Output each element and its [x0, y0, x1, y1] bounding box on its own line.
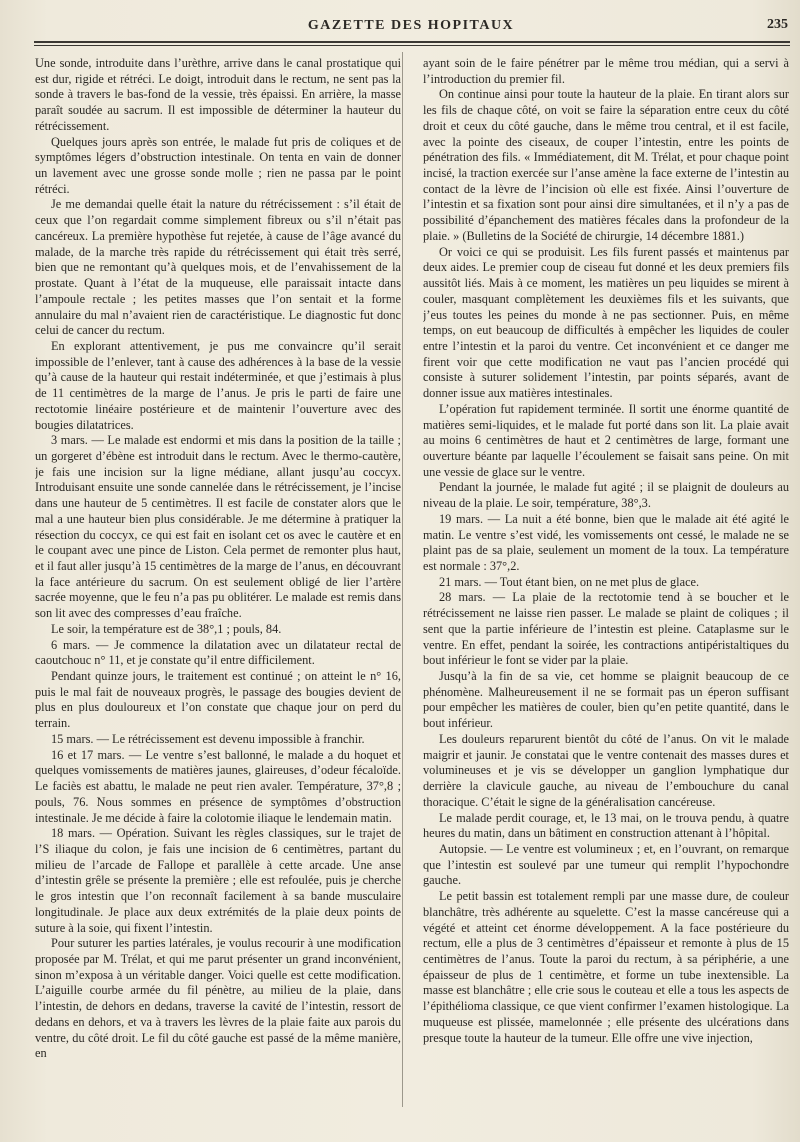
paragraph: Autopsie. — Le ventre est volumineux ; et, en l’ouvrant, on remarque que l’intestin est soulevé par une tumeur qui remplit l’hypochondre gauche.: [423, 841, 789, 888]
header-rule-thick: [34, 41, 790, 43]
right-column: [423, 56, 789, 1116]
page-header: [30, 16, 792, 38]
paragraph: Quelques jours après son entrée, le malade fut pris de coliques et de symptômes légers d’obstruction intestinale. On tenta en vain de donner un lavement avec une grosse sonde molle ; rien ne passa par le point rétréci.: [35, 134, 401, 196]
paragraph: L’opération fut rapidement terminée. Il sortit une énorme quantité de matières semi-liquides, et le malade fut porté dans son lit. La plaie avait au moins 6 centimètres de haut et 2 centimètres de large, formant une ouverture béante par laquelle l’écoulement se faisait sans peine. On mit une vessie de glace sur le ventre.: [423, 401, 789, 479]
paragraph: 3 mars. — Le malade est endormi et mis dans la position de la taille ; un gorgeret d’ébène est introduit dans le rectum. Avec le thermo-cautère, je fais une incision sur la ligne médiane, allant jusqu’au coccyx. Introduisant ensuite une sonde cannelée dans le rétrécissement, je l’incise dans une hauteur de 5 centimètres. Il est facile de constater alors que le mal a une hauteur bien plus considérable. Je me détermine à pratiquer la résection du coccyx, ce qui est fait en isolant cet os avec le cautère et en le coupant avec une pince de Liston. Cela permet de remonter plus haut, et il faut aller jusqu’à 15 centimètres de la marge de l’anus, en découvrant la face antérieure du sacrum. On est seulement obligé de lier l’artère sacrée moyenne, que le feu n’a pas pu oblitérer. Le malade est remis dans son lit avec des compresses d’eau fraîche.: [35, 433, 401, 621]
paragraph: 15 mars. — Le rétrécissement est devenu impossible à franchir.: [51, 731, 365, 746]
paragraph: Jusqu’à la fin de sa vie, cet homme se plaignit beaucoup de ce phénomène. Malheureusement il ne se formait pas un éperon suffisant pour empêcher les matières de couler, bien qu’en petite quantité, dans le bout inférieur.: [423, 669, 789, 731]
paragraph: On continue ainsi pour toute la hauteur de la plaie. En tirant alors sur les fils de chaque côté, on voit se faire la séparation entre ceux du côté droit et ceux du côté gauche, dans le même trou central, et il est facile, avec la pointe des ciseaux, de couper l’intestin, entre les points de pénétration des fils. « Immédiatement, dit M. Trélat, et pour chaque point incisé, la traction exercée sur l’anse amène la face externe de l’intestin au contact de la lèvre de l’incision où elle est fixée. Ainsi l’ouverture de l’intestin et sa fixation sont pour ainsi dire simultanées, et il n’y a pas de possibilité d’épanchement des matières fécales dans la profondeur de la plaie. » (Bulletins de la Société de chirurgie, 14 décembre 1881.): [423, 87, 789, 243]
paragraph: 21 mars. — Tout étant bien, on ne met plus de glace.: [439, 574, 700, 589]
paragraph: Le petit bassin est totalement rempli par une masse dure, de couleur blanchâtre, très adhérente au squelette. C’est la masse cancéreuse qui a végété et atteint cet énorme développement. A la face postérieure du rectum, elle a plus de 3 centimètres d’épaisseur et remonte à plus de 15 centimètres de l’anus. Toute la paroi du rectum, à sa périphérie, a une épaisseur de plus de 1 centimètre, et forme un tube inextensible. La masse est blanchâtre ; elle crie sous le couteau et elle a tous les aspects de l’épithélioma classique, ce que vient confirmer l’examen histologique. La muqueuse est plissée, mamelonnée ; elle présente des ulcérations dans presque toute la hauteur de la tumeur. Elle offre une vive injection,: [423, 889, 789, 1045]
paragraph: Le malade perdit courage, et, le 13 mai, on le trouva pendu, à quatre heures du matin, dans un bâtiment en construction attenant à l’hôpital.: [423, 810, 789, 841]
paragraph: 6 mars. — Je commence la dilatation avec un dilatateur rectal de caoutchouc n° 11, et je constate qu’il entre difficilement.: [35, 637, 401, 668]
paragraph: 19 mars. — La nuit a été bonne, bien que le malade ait été agité le matin. Le ventre s’est vidé, les vomissements ont cessé, le malade ne se plaint pas de sa plaie, seulement un moment de la toux. La température est normale : 37°,2.: [423, 511, 789, 573]
page-number: 235: [767, 17, 788, 32]
paragraph: Le soir, la température est de 38°,1 ; pouls, 84.: [51, 621, 282, 636]
column-divider: [402, 52, 403, 1107]
paragraph: Pour suturer les parties latérales, je voulus recourir à une modification proposée par M. Trélat, et qui me parut présenter un grand inconvénient, sinon m’exposa à un véritable danger. Voici quelle est cette modification. L’aiguille courbe armée du fil pénètre, au milieu de la plaie, dans l’intestin, de dehors en dedans, traverse la cavité de l’intestin, ressort de dedans en dehors, et va à travers les lèvres de la plaie faite aux parois du ventre, du côté droit. Le fil du côté gauche est passé de la même manière, en: [35, 936, 401, 1061]
paragraph: Je me demandai quelle était la nature du rétrécissement : s’il était de ceux que l’on regardait comme simplement fibreux ou s’il n’était pas cancéreux. La première hypothèse fut rejetée, à cause de l’âge avancé du malade, de la marche très rapide du rétrécissement qui était très serré, bien que ne remontant qu’à quelques mois, et de l’envahissement de la prostate. Quant à l’état de la muqueuse, elle paraissait intacte dans l’ampoule rectale ; les petites masses que l’on sentait et la forme annulaire du mal n’avaient rien de caractéristique. Le diagnostic fut donc celui de cancer du rectum.: [35, 197, 401, 338]
paragraph: 28 mars. — La plaie de la rectotomie tend à se boucher et le rétrécissement ne laisse rien passer. Le malade se plaint de coliques ; il sent que la partie inférieure de l’intestin est pleine. Cataplasme sur le ventre. En effet, pendant la soirée, les contractions antipéristaltiques du bout inférieur le font se vider par la plaie.: [423, 590, 789, 668]
header-rule-thin: [34, 45, 790, 46]
paragraph: Pendant quinze jours, le traitement est continué ; on atteint le n° 16, puis le mal fait de nouveaux progrès, le passage des bougies devient de plus en plus douloureux et l’on constate que chaque jour on perd du terrain.: [35, 669, 401, 731]
paragraph: Les douleurs reparurent bientôt du côté de l’anus. On vit le malade maigrir et jaunir. Je constatai que le ventre contenait des masses dures et volumineuses et je vis se développer un ganglion lymphatique dur derrière la clavicule gauche, au niveau de l’embouchure du canal thoracique. C’était le signe de la généralisation cancéreuse.: [423, 731, 789, 809]
paragraph: 18 mars. — Opération. Suivant les règles classiques, sur le trajet de l’S iliaque du colon, je fais une incision de 6 centimètres, partant du milieu de l’arcade de Fallope et parallèle à cette arcade. Une anse d’intestin grêle se présente la première ; elle est refoulée, puis je cherche le gros intestin que l’on reconnaît facilement à sa bande musculaire longitudinale. Je place aux deux extrémités de la plaie deux points de suture à la soie, qui fixent l’intestin.: [35, 826, 401, 935]
paragraph: ayant soin de le faire pénétrer par le même trou médian, qui a servi à l’introduction du premier fil.: [423, 56, 789, 86]
paragraph: Une sonde, introduite dans l’urèthre, arrive dans le canal prostatique qui est dur, rigide et rétréci. Le doigt, introduit dans le rectum, ne sent pas la sonde à travers le bas-fond de la vessie, très épaissi. En arrière, la masse paraît soudée au sacrum. Il est impossible de déterminer la hauteur du rétrécissement.: [35, 56, 401, 133]
paragraph: En explorant attentivement, je pus me convaincre qu’il serait impossible de l’enlever, tant à cause des adhérences à la base de la vessie qu’à cause de la hauteur qui restait indéterminée, et que j’estimais à plus de 11 centimètres de la marge de l’anus. Je pris le parti de faire une rectotomie linéaire postérieure et de maintenir l’ouverture avec des bougies dilatatrices.: [35, 338, 401, 432]
paragraph: Or voici ce qui se produisit. Les fils furent passés et maintenus par deux aides. Le premier coup de ciseau fut donné et les deux premiers fils aussitôt liés. Mais à ce moment, les matières un peu liquides se mirent à couler, masquant complètement les deuxièmes fils et les suivants, que j’eus toutes les peines du monde à ne pas sectionner. Puis, en même temps, on eut beaucoup de difficultés à empêcher les liquides de couler entre l’intestin et la paroi du ventre. Cet inconvénient et ce danger me firent voir que cette modification ne vaut pas l’ancien procédé qui consiste à suturer solidement l’intestin, par points séparés, avant de donner issue aux matières intestinales.: [423, 244, 789, 401]
paragraph: 16 et 17 mars. — Le ventre s’est ballonné, le malade a du hoquet et quelques vomissements de matières jaunes, glaireuses, d’odeur fécaloïde. Le faciès est abattu, le malade ne peut rien avaler. Température, 37°,8 ; pouls, 76. Nous sommes en présence de symptômes d’obstruction intestinale. Je me décide à faire la colotomie iliaque le lendemain matin.: [35, 747, 401, 825]
journal-title: GAZETTE DES HOPITAUX: [307, 18, 515, 33]
paragraph: Pendant la journée, le malade fut agité ; il se plaignit de douleurs au niveau de la plaie. Le soir, température, 38°,3.: [423, 480, 789, 511]
left-column: [35, 56, 401, 1116]
